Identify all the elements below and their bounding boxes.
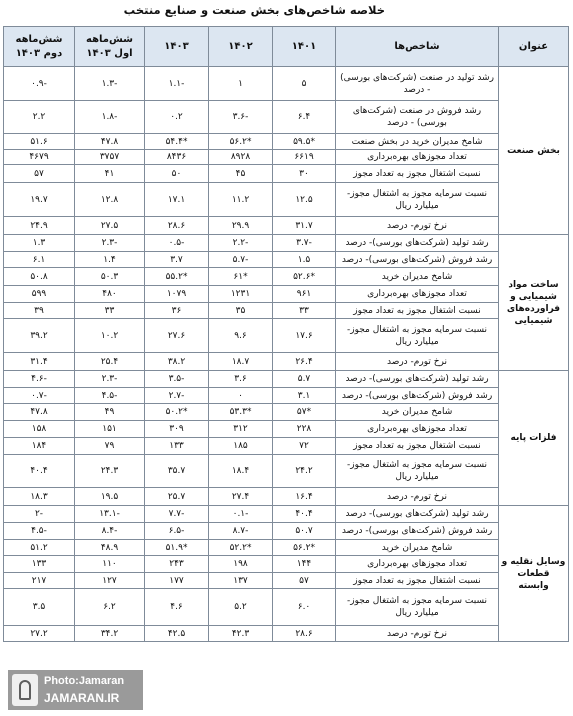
- value-cell: ۱۴۴: [273, 556, 336, 573]
- table-row: [4, 371, 569, 388]
- header-h2-1403: شش‌ماهه دوم ۱۴۰۳: [4, 27, 75, 67]
- value-cell: ۳۹.۲: [4, 319, 75, 353]
- value-cell: -۴.۵: [4, 523, 75, 540]
- table-row: [4, 150, 569, 165]
- value-cell: ۲۵.۴: [75, 353, 145, 371]
- value-cell: *۵۲.۲: [209, 540, 273, 556]
- indicator-label: تعداد مجوزهای بهره‌برداری: [336, 286, 499, 303]
- value-cell: ۰: [209, 388, 273, 404]
- indicator-label: نسبت اشتغال مجوز به تعداد مجوز: [336, 573, 499, 589]
- value-cell: *۵۰.۲: [145, 404, 209, 421]
- value-cell: *۶۱: [209, 268, 273, 286]
- table-row: [4, 319, 569, 353]
- table-row: [4, 353, 569, 371]
- value-cell: ۲۲۸: [273, 421, 336, 438]
- value-cell: ۲.۲: [4, 101, 75, 134]
- value-cell: ۴۲.۵: [145, 626, 209, 642]
- value-cell: ۳.۶: [209, 371, 273, 388]
- table-row: [4, 252, 569, 268]
- value-cell: ۵۰: [145, 165, 209, 183]
- value-cell: ۴۷.۸: [75, 134, 145, 150]
- indicator-label: نرخ تورم- درصد: [336, 626, 499, 642]
- value-cell: ۲۴.۹: [4, 217, 75, 235]
- value-cell: -۷.۷: [145, 506, 209, 523]
- value-cell: ۵۰.۷: [273, 523, 336, 540]
- value-cell: -۲.۲: [209, 235, 273, 252]
- value-cell: ۲۵.۷: [145, 488, 209, 506]
- table-row: [4, 303, 569, 319]
- value-cell: ۳۵.۷: [145, 455, 209, 488]
- value-cell: ۸۴۳۶: [145, 150, 209, 165]
- value-cell: -۳.۷: [273, 235, 336, 252]
- value-cell: *۵۶.۲: [209, 134, 273, 150]
- value-cell: -۸.۷: [209, 523, 273, 540]
- table-row: [4, 488, 569, 506]
- value-cell: ۲۹.۹: [209, 217, 273, 235]
- value-cell: ۶.۰: [273, 589, 336, 626]
- indicator-label: تعداد مجوزهای بهره‌برداری: [336, 556, 499, 573]
- indicator-label: نرخ تورم- درصد: [336, 353, 499, 371]
- value-cell: ۱۹.۷: [4, 183, 75, 217]
- value-cell: ۵۹۹: [4, 286, 75, 303]
- table-row: [4, 455, 569, 488]
- value-cell: ۱۸.۷: [209, 353, 273, 371]
- indicator-label: نسبت سرمایه مجوز به اشتغال مجوز- میلیارد ریال: [336, 455, 499, 488]
- table-row: [4, 626, 569, 642]
- value-cell: ۱۲۳۱: [209, 286, 273, 303]
- value-cell: ۲۴۳: [145, 556, 209, 573]
- value-cell: ۷۹: [75, 438, 145, 455]
- value-cell: ۳۱۲: [209, 421, 273, 438]
- value-cell: ۱۵۸: [4, 421, 75, 438]
- value-cell: ۴.۶: [145, 589, 209, 626]
- table-row: [4, 540, 569, 556]
- value-cell: -۰.۱: [209, 506, 273, 523]
- indicator-label: رشد فروش در صنعت (شرکت‌های بورسی) - درصد: [336, 101, 499, 134]
- value-cell: ۵۷: [273, 573, 336, 589]
- value-cell: -۳.۶: [209, 101, 273, 134]
- value-cell: ۵۱.۲: [4, 540, 75, 556]
- header-1402: ۱۴۰۲: [209, 27, 273, 67]
- header-indicators: شاخص‌ها: [336, 27, 499, 67]
- indicator-label: رشد فروش (شرکت‌های بورسی)- درصد: [336, 388, 499, 404]
- section-title: ساخت مواد شیمیایی و فراورده‌های شیمیایی: [499, 235, 569, 371]
- value-cell: ۴۹: [75, 404, 145, 421]
- table-row: [4, 421, 569, 438]
- value-cell: ۱۹.۵: [75, 488, 145, 506]
- value-cell: ۴۰.۴: [273, 506, 336, 523]
- indicator-label: نسبت اشتغال مجوز به تعداد مجوز: [336, 303, 499, 319]
- indicator-label: نسبت سرمایه مجوز به اشتغال مجوز- میلیارد ریال: [336, 319, 499, 353]
- value-cell: -۱.۳: [75, 67, 145, 101]
- value-cell: -۴.۵: [75, 388, 145, 404]
- value-cell: -۶.۵: [145, 523, 209, 540]
- value-cell: ۳.۷: [145, 252, 209, 268]
- value-cell: *۵۳.۳: [209, 404, 273, 421]
- value-cell: ۵۱.۶: [4, 134, 75, 150]
- value-cell: ۱۱۰: [75, 556, 145, 573]
- value-cell: ۱۹۸: [209, 556, 273, 573]
- value-cell: ۳.۵: [4, 589, 75, 626]
- value-cell: ۲۶.۴: [273, 353, 336, 371]
- value-cell: -۲: [4, 506, 75, 523]
- value-cell: *۵۷: [273, 404, 336, 421]
- value-cell: ۴۱: [75, 165, 145, 183]
- value-cell: ۳۱.۷: [273, 217, 336, 235]
- value-cell: ۳۵: [209, 303, 273, 319]
- indicator-label: شامخ مدیران خرید: [336, 404, 499, 421]
- value-cell: ۷۲: [273, 438, 336, 455]
- indicator-label: رشد فروش (شرکت‌های بورسی)- درصد: [336, 523, 499, 540]
- value-cell: ۱۷۷: [145, 573, 209, 589]
- value-cell: ۰.۲: [145, 101, 209, 134]
- value-cell: *۵۵.۲: [145, 268, 209, 286]
- table-row: [4, 286, 569, 303]
- value-cell: ۱۸۴: [4, 438, 75, 455]
- value-cell: ۳۷۵۷: [75, 150, 145, 165]
- jamaran-logo-icon: [12, 674, 38, 706]
- value-cell: *۵۶.۲: [273, 540, 336, 556]
- value-cell: -۱.۱: [145, 67, 209, 101]
- header-title: عنوان: [499, 27, 569, 67]
- value-cell: -۰.۵: [145, 235, 209, 252]
- value-cell: -۱۳.۱: [75, 506, 145, 523]
- value-cell: ۳۱.۴: [4, 353, 75, 371]
- value-cell: -۲.۳: [75, 371, 145, 388]
- value-cell: ۲۷.۲: [4, 626, 75, 642]
- section-title: وسایل نقلیه و قطعات وابسته: [499, 506, 569, 642]
- table-row: [4, 589, 569, 626]
- value-cell: ۳۳: [75, 303, 145, 319]
- value-cell: -۲.۷: [145, 388, 209, 404]
- value-cell: *۵۱.۹: [145, 540, 209, 556]
- table-row: [4, 438, 569, 455]
- value-cell: ۲۴.۳: [75, 455, 145, 488]
- indicator-label: نسبت سرمایه مجوز به اشتغال مجوز- میلیارد ریال: [336, 183, 499, 217]
- value-cell: -۲.۳: [75, 235, 145, 252]
- table-row: [4, 388, 569, 404]
- indicator-label: نسبت اشتغال مجوز به تعداد مجوز: [336, 438, 499, 455]
- value-cell: *۵۹.۵: [273, 134, 336, 150]
- value-cell: -۰.۹: [4, 67, 75, 101]
- value-cell: ۴۲.۳: [209, 626, 273, 642]
- value-cell: ۱۲۷: [75, 573, 145, 589]
- indicator-label: شامخ مدیران خرید: [336, 268, 499, 286]
- value-cell: -۸.۴: [75, 523, 145, 540]
- value-cell: -۴.۶: [4, 371, 75, 388]
- value-cell: ۶.۲: [75, 589, 145, 626]
- section-title: بخش صنعت: [499, 67, 569, 235]
- indicators-table: [3, 26, 569, 642]
- value-cell: ۲۸.۶: [145, 217, 209, 235]
- value-cell: ۳۰: [273, 165, 336, 183]
- value-cell: -۳.۵: [145, 371, 209, 388]
- value-cell: ۱۰۷۹: [145, 286, 209, 303]
- value-cell: ۴۸۰: [75, 286, 145, 303]
- value-cell: ۳۴.۲: [75, 626, 145, 642]
- value-cell: ۱.۴: [75, 252, 145, 268]
- value-cell: ۲۷.۶: [145, 319, 209, 353]
- indicator-label: نسبت اشتغال مجوز به تعداد مجوز: [336, 165, 499, 183]
- header-1401: ۱۴۰۱: [273, 27, 336, 67]
- value-cell: ۴۵: [209, 165, 273, 183]
- value-cell: ۹.۶: [209, 319, 273, 353]
- table-row: [4, 217, 569, 235]
- indicator-label: نرخ تورم- درصد: [336, 488, 499, 506]
- value-cell: ۴۸.۹: [75, 540, 145, 556]
- value-cell: ۱.۳: [4, 235, 75, 252]
- value-cell: ۵: [273, 67, 336, 101]
- indicator-label: نرخ تورم- درصد: [336, 217, 499, 235]
- value-cell: ۱۷.۱: [145, 183, 209, 217]
- table-row: [4, 134, 569, 150]
- table-row: [4, 573, 569, 589]
- indicator-label: رشد تولید (شرکت‌های بورسی)- درصد: [336, 235, 499, 252]
- value-cell: ۱۳۷: [209, 573, 273, 589]
- indicator-label: تعداد مجوزهای بهره‌برداری: [336, 150, 499, 165]
- value-cell: ۹۶۱: [273, 286, 336, 303]
- value-cell: ۲۸.۶: [273, 626, 336, 642]
- value-cell: ۱۲.۸: [75, 183, 145, 217]
- table-row: [4, 268, 569, 286]
- table-row: [4, 404, 569, 421]
- value-cell: -۰.۷: [4, 388, 75, 404]
- value-cell: ۵.۲: [209, 589, 273, 626]
- value-cell: ۵۷: [4, 165, 75, 183]
- value-cell: ۱: [209, 67, 273, 101]
- header-h1-1403: شش‌ماهه اول ۱۴۰۳: [75, 27, 145, 67]
- header-1403: ۱۴۰۳: [145, 27, 209, 67]
- value-cell: ۶.۴: [273, 101, 336, 134]
- indicator-label: رشد تولید در صنعت (شرکت‌های بورسی) - درصد: [336, 67, 499, 101]
- watermark: [8, 670, 143, 710]
- watermark-line1: Photo:Jamaran: [44, 675, 125, 687]
- value-cell: ۱۵۱: [75, 421, 145, 438]
- value-cell: ۳۳: [273, 303, 336, 319]
- value-cell: ۲۴.۲: [273, 455, 336, 488]
- value-cell: ۱۸.۳: [4, 488, 75, 506]
- value-cell: ۲۷.۴: [209, 488, 273, 506]
- value-cell: ۵۰.۸: [4, 268, 75, 286]
- value-cell: ۳۶: [145, 303, 209, 319]
- table-row: [4, 165, 569, 183]
- indicator-label: نسبت سرمایه مجوز به اشتغال مجوز- میلیارد ریال: [336, 589, 499, 626]
- indicator-label: رشد فروش (شرکت‌های بورسی)- درصد: [336, 252, 499, 268]
- indicator-label: رشد تولید (شرکت‌های بورسی)- درصد: [336, 506, 499, 523]
- indicator-label: تعداد مجوزهای بهره‌برداری: [336, 421, 499, 438]
- table-row: [4, 556, 569, 573]
- value-cell: *۵۲.۶: [273, 268, 336, 286]
- value-cell: ۸۹۲۸: [209, 150, 273, 165]
- value-cell: ۱۰.۲: [75, 319, 145, 353]
- value-cell: ۱.۵: [273, 252, 336, 268]
- value-cell: ۲۱۷: [4, 573, 75, 589]
- value-cell: ۶۶۱۹: [273, 150, 336, 165]
- page-title: خلاصه شاخص‌های بخش صنعت و صنایع منتخب: [123, 3, 385, 17]
- value-cell: ۳۹: [4, 303, 75, 319]
- value-cell: ۱۳۳: [145, 438, 209, 455]
- value-cell: ۵۰.۳: [75, 268, 145, 286]
- indicator-label: شامخ مدیران خرید: [336, 540, 499, 556]
- indicator-label: رشد تولید (شرکت‌های بورسی)- درصد: [336, 371, 499, 388]
- value-cell: ۴۷.۸: [4, 404, 75, 421]
- value-cell: -۵.۷: [209, 252, 273, 268]
- value-cell: ۳۸.۲: [145, 353, 209, 371]
- value-cell: *۵۴.۴: [145, 134, 209, 150]
- value-cell: ۱۲.۵: [273, 183, 336, 217]
- table-row: [4, 183, 569, 217]
- value-cell: ۱۸۵: [209, 438, 273, 455]
- table-row: [4, 523, 569, 540]
- value-cell: -۱.۸: [75, 101, 145, 134]
- value-cell: ۳.۱: [273, 388, 336, 404]
- indicator-label: شامخ مدیران خرید در بخش صنعت: [336, 134, 499, 150]
- watermark-line2: JAMARAN.IR: [44, 691, 120, 705]
- value-cell: ۲۷.۵: [75, 217, 145, 235]
- table-row: [4, 506, 569, 523]
- header-row: [4, 27, 569, 67]
- value-cell: ۱۱.۲: [209, 183, 273, 217]
- value-cell: ۱۷.۶: [273, 319, 336, 353]
- section-title: فلزات پایه: [499, 371, 569, 506]
- table-row: [4, 101, 569, 134]
- value-cell: ۴۰.۴: [4, 455, 75, 488]
- value-cell: ۵.۷: [273, 371, 336, 388]
- table-row: [4, 67, 569, 101]
- value-cell: ۳۰۹: [145, 421, 209, 438]
- value-cell: ۱۸.۴: [209, 455, 273, 488]
- table-row: [4, 235, 569, 252]
- value-cell: ۱۳۳: [4, 556, 75, 573]
- value-cell: ۱۶.۴: [273, 488, 336, 506]
- value-cell: ۶.۱: [4, 252, 75, 268]
- value-cell: ۴۶۷۹: [4, 150, 75, 165]
